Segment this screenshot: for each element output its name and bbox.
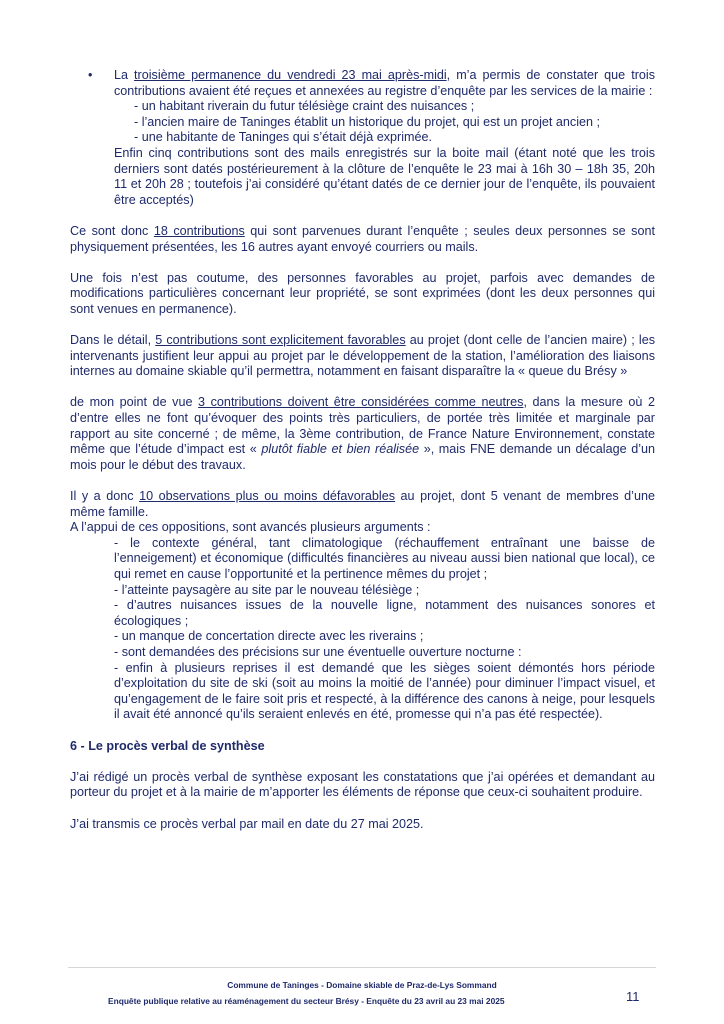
paragraph-neutral: de mon point de vue 3 contributions doivent être considérées comme neutres, dans la mesure où 2 d’entre elles ne font qu’évoquer des points très particuliers, de portée très limitée et marginale par rapport au site concerné ; de même, la 3ème contribution, de France Nature Environnement, constate même que l’étude d’impact est « plutôt fiable et bien réalisée », mais FNE demande un décalage d’un mois pour le début des travaux. bbox=[70, 395, 656, 472]
list-item: - un manque de concertation directe avec les riverains ; bbox=[114, 629, 424, 644]
section-6-paragraph-1: J’ai rédigé un procès verbal de synthèse exposant les constatations que j’ai opérées et demandant au porteur du projet et à la mairie de m’apporter les éléments de réponse que ceux-ci souhaitent produire. bbox=[70, 769, 655, 800]
page-number: 11 bbox=[626, 989, 640, 1004]
paragraph-detail-favorable: Dans le détail, 5 contributions sont explicitement favorables au projet (dont celle de l’ancien maire) ; les intervenants justifient leur appui au projet par le développement de la station, l’amélioration des liaisons internes au domaine skiable qu’il permettra, notamment en faisant disparaître la « queue du Brésy » bbox=[70, 333, 656, 379]
list-item: - une habitante de Taninges qui s’était déjà exprimée. bbox=[134, 130, 433, 145]
bullet-intro: La troisième permanence du vendredi 23 mai après-midi, m’a permis de constater que trois contributions avaient été reçues et annexées au registre d’enquête par les services de la mairie : bbox=[114, 68, 655, 98]
arguments-intro: A l’appui de ces oppositions, sont avancés plusieurs arguments : bbox=[70, 520, 431, 535]
neutral-contributions-link: 3 contributions doivent être considérées comme neutres bbox=[198, 395, 524, 410]
third-permanence-link: troisième permanence du vendredi 23 mai après-midi bbox=[134, 68, 447, 82]
total-contributions-link: 18 contributions bbox=[153, 223, 245, 238]
list-item: - un habitant riverain du futur télésiège craint des nuisances ; bbox=[134, 99, 475, 114]
bullet-third-permanence bbox=[70, 68, 655, 208]
list-item: - l’ancien maire de Taninges établit un historique du projet, qui est un projet ancien ; bbox=[134, 114, 601, 129]
section-6-heading: 6 - Le procès verbal de synthèse bbox=[70, 738, 265, 753]
list-item: - l’atteinte paysagère au site par le nouveau télésiège ; bbox=[114, 582, 420, 597]
fne-quote: plutôt fiable et bien réalisée bbox=[261, 442, 420, 457]
paragraph-favorable-general: Une fois n’est pas coutume, des personnes favorables au projet, parfois avec demandes de modifications particulières concernant leur propriété, se sont exprimées (dont les deux personnes qui sont venues en permanence). bbox=[70, 270, 655, 316]
mail-contributions-text: Enfin cinq contributions sont des mails enregistrés sur la boite mail (étant noté que les trois derniers sont datés postérieurement à la clôture de l’enquête le 23 mai à 16h 30 – 18h 35, 20h 11 et 20h 28 ; toutefois j’ai considéré qu’étant datés de ce dernier jour de l’enquête, ils pouvaient être acceptés) bbox=[114, 145, 655, 207]
paragraph-total-contributions: Ce sont donc 18 contributions qui sont parvenues durant l’enquête ; seules deux personnes se sont physiquement présentées, les 16 autres ayant envoyé courriers ou mails. bbox=[70, 223, 655, 254]
footer-commune: Commune de Taninges - Domaine skiable de Praz-de-Lys Sommand bbox=[227, 980, 497, 990]
unfavorable-observations-link: 10 observations plus ou moins défavorables bbox=[139, 489, 396, 504]
list-item: - sont demandées des précisions sur une éventuelle ouverture nocturne : bbox=[114, 644, 522, 659]
bullet-sublist bbox=[114, 99, 655, 146]
bullet-marker: • bbox=[88, 68, 93, 82]
list-item: - d’autres nuisances issues de la nouvelle ligne, notamment des nuisances sonores et écologiques ; bbox=[114, 598, 655, 628]
footer-enquiry: Enquête publique relative au réaménagement du secteur Brésy - Enquête du 23 avril au 23 mai 2025 bbox=[108, 996, 505, 1006]
paragraph-unfavorable: Il y a donc 10 observations plus ou moins défavorables au projet, dont 5 venant de membres d’une même famille. bbox=[70, 489, 655, 519]
arguments-list bbox=[70, 536, 655, 723]
list-item: - le contexte général, tant climatologique (réchauffement entraînant une baisse de l’enneigement) et économique (difficultés financières au niveau aussi bien national que local), ce qui remet en cause l’opportunité et la pertinence mêmes du projet ; bbox=[114, 535, 655, 581]
list-item: - enfin à plusieurs reprises il est demandé que les sièges soient démontés hors période d’exploitation du site de ski (soit au moins la moitié de l’année) pour diminuer l’impact visuel, et qu’engagement de le faire soit pris et respecté, à la différence des canons à neige, pour lesquels il avait été annoncé qu’ils seraient enlevés en été, promesse qui n’a pas été respectée). bbox=[114, 660, 655, 722]
section-6-paragraph-2: J’ai transmis ce procès verbal par mail en date du 27 mai 2025. bbox=[70, 816, 424, 831]
favorable-contributions-link: 5 contributions sont explicitement favorables bbox=[155, 333, 406, 348]
footer-divider bbox=[68, 967, 656, 968]
document-body bbox=[70, 68, 655, 832]
